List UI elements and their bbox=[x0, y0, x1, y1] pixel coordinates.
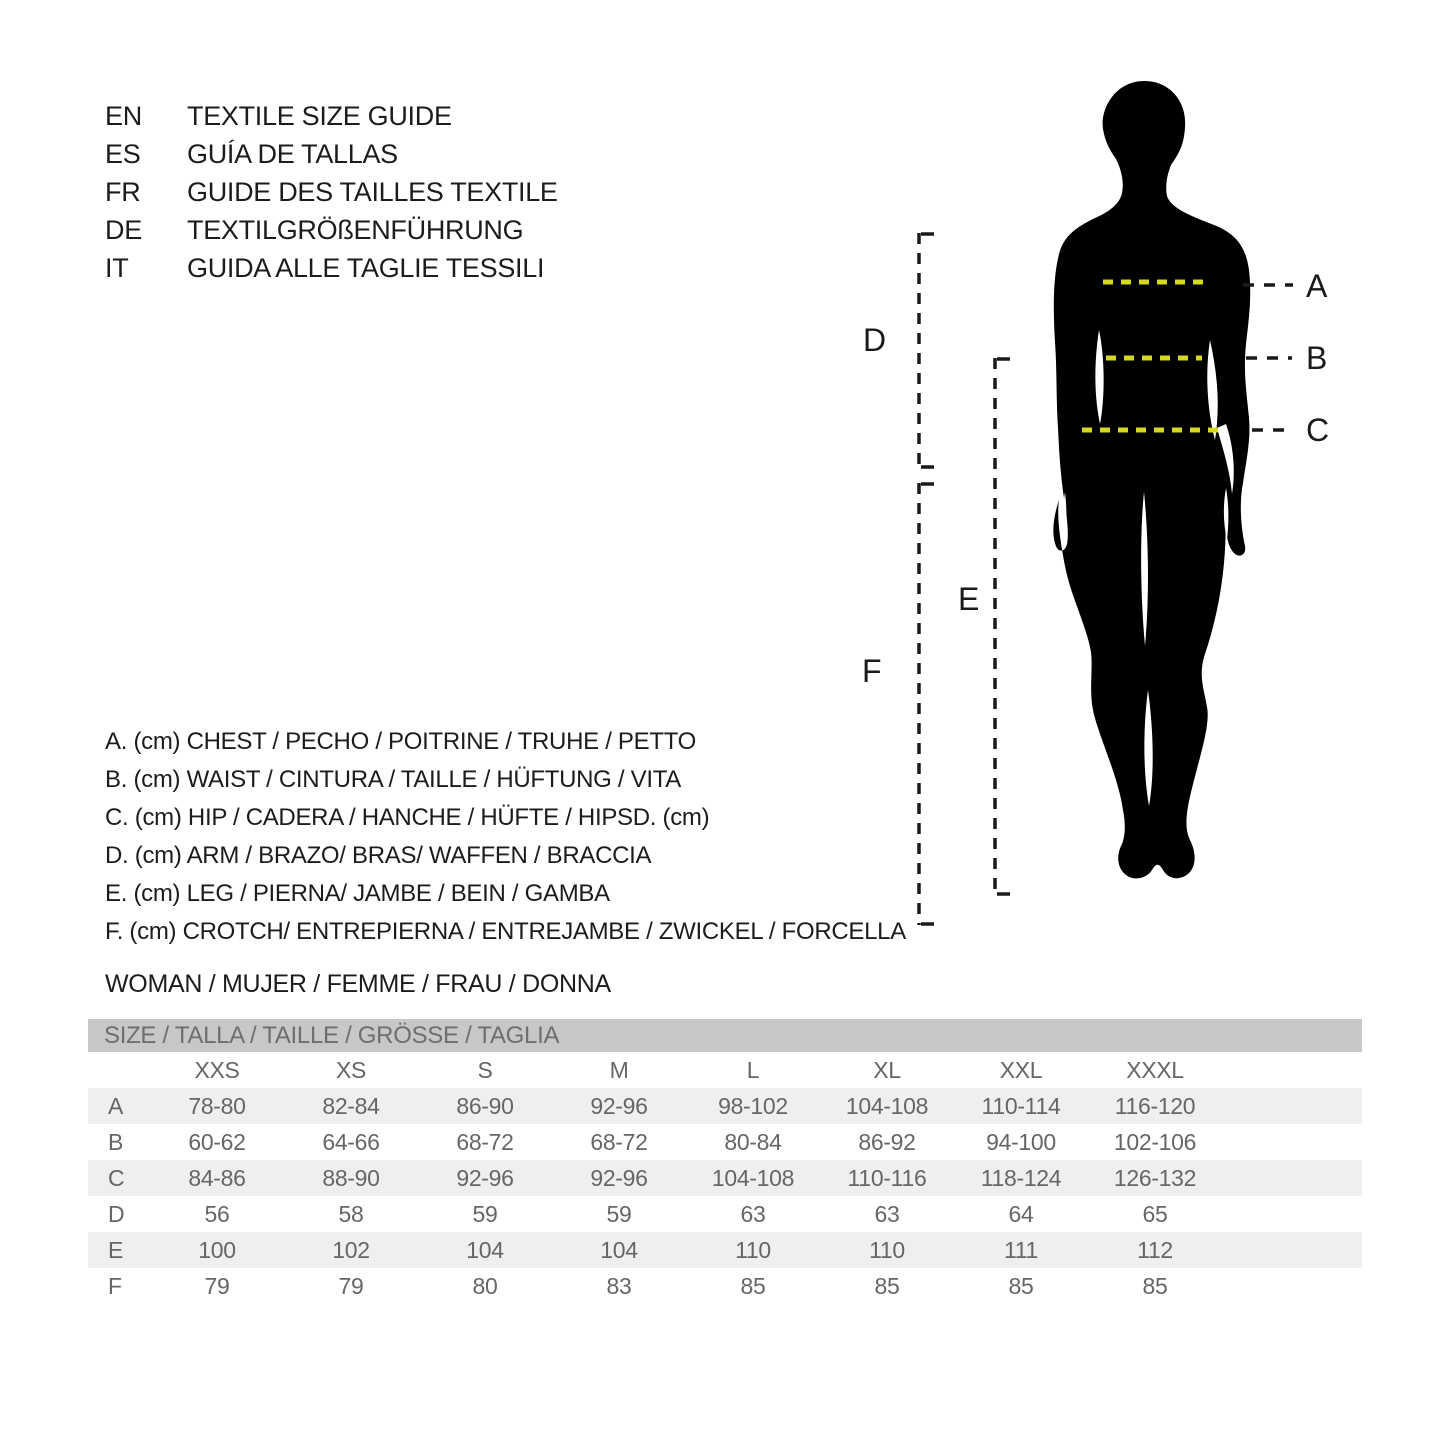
size-value-cell: 80-84 bbox=[724, 1128, 782, 1155]
size-value-cell: 118-124 bbox=[980, 1164, 1062, 1191]
size-value-cell: 59 bbox=[606, 1200, 632, 1227]
size-value-cell: 104-108 bbox=[845, 1092, 929, 1119]
lang-row-it bbox=[105, 249, 558, 287]
size-value-cell: 68-72 bbox=[456, 1128, 514, 1155]
size-value-cell: 82-84 bbox=[322, 1092, 380, 1119]
size-value-cell: 78-80 bbox=[188, 1092, 246, 1119]
size-value-cell: 94-100 bbox=[986, 1128, 1056, 1155]
size-value-cell: 92-96 bbox=[590, 1164, 648, 1191]
label-waist-b: B bbox=[1306, 340, 1328, 376]
row-label: A bbox=[108, 1092, 124, 1119]
size-value-cell: 63 bbox=[740, 1200, 766, 1227]
size-value-cell: 100 bbox=[198, 1236, 236, 1263]
filler-cell bbox=[1222, 1268, 1362, 1304]
row-label: F bbox=[108, 1272, 122, 1299]
size-col-header: XXL bbox=[999, 1056, 1043, 1083]
lang-code: ES bbox=[105, 139, 141, 169]
size-value-cell: 110-114 bbox=[981, 1092, 1061, 1119]
filler-cell bbox=[1222, 1088, 1362, 1124]
size-value-cell: 64-66 bbox=[322, 1128, 380, 1155]
size-col-header: L bbox=[746, 1056, 760, 1083]
size-value-cell: 102-106 bbox=[1113, 1128, 1197, 1155]
size-value-cell: 116-120 bbox=[1114, 1092, 1196, 1119]
guide-title: TEXTILE SIZE GUIDE bbox=[187, 101, 452, 131]
size-value-cell: 59 bbox=[472, 1200, 498, 1227]
measurement-hip: C. (cm) HIP / CADERA / HANCHE / HÜFTE / HIPSD. (cm) bbox=[105, 804, 710, 831]
size-value-cell: 85 bbox=[1008, 1272, 1034, 1299]
size-value-cell: 110-116 bbox=[847, 1164, 927, 1191]
size-grid bbox=[88, 1052, 1362, 1304]
size-value-cell: 104-108 bbox=[711, 1164, 795, 1191]
size-value-cell: 68-72 bbox=[590, 1128, 648, 1155]
size-value-cell: 110 bbox=[735, 1236, 771, 1263]
lang-row-en bbox=[105, 97, 558, 135]
guide-title: GUIDE DES TAILLES TEXTILE bbox=[187, 177, 558, 207]
filler-cell bbox=[1222, 1196, 1362, 1232]
measurement-description-list bbox=[105, 723, 906, 951]
size-value-cell: 84-86 bbox=[188, 1164, 246, 1191]
row-label: D bbox=[108, 1200, 125, 1227]
label-chest-a: A bbox=[1306, 268, 1328, 304]
size-table-row-C bbox=[88, 1160, 1362, 1196]
filler-cell bbox=[1222, 1052, 1362, 1088]
size-value-cell: 104 bbox=[466, 1236, 504, 1263]
label-hip-c: C bbox=[1306, 412, 1329, 448]
lang-row-fr bbox=[105, 173, 558, 211]
label-crotch-f: F bbox=[862, 653, 882, 689]
size-col-header: XS bbox=[335, 1056, 367, 1083]
lang-code: IT bbox=[105, 253, 129, 283]
label-arm-d: D bbox=[863, 322, 886, 358]
size-header-row bbox=[88, 1052, 1362, 1088]
size-col-header: M bbox=[609, 1056, 629, 1083]
filler-cell bbox=[1222, 1124, 1362, 1160]
size-value-cell: 79 bbox=[204, 1272, 230, 1299]
size-table-header-bar bbox=[88, 1019, 1362, 1052]
size-value-cell: 126-132 bbox=[1113, 1164, 1197, 1191]
size-table-row-E bbox=[88, 1232, 1362, 1268]
lang-code: DE bbox=[105, 215, 142, 245]
measurement-leg: E. (cm) LEG / PIERNA/ JAMBE / BEIN / GAMBA bbox=[105, 880, 610, 907]
guide-title: GUÍA DE TALLAS bbox=[187, 139, 398, 169]
size-table bbox=[88, 1019, 1362, 1304]
size-value-cell: 104 bbox=[600, 1236, 638, 1263]
size-value-cell: 80 bbox=[472, 1272, 498, 1299]
size-col-header: S bbox=[477, 1056, 493, 1083]
size-value-cell: 64 bbox=[1008, 1200, 1034, 1227]
size-col-header: XXS bbox=[194, 1056, 240, 1083]
measurement-chest: A. (cm) CHEST / PECHO / POITRINE / TRUHE / PETTO bbox=[105, 728, 697, 755]
size-table-row-B bbox=[88, 1124, 1362, 1160]
size-value-cell: 102 bbox=[332, 1236, 370, 1263]
size-value-cell: 63 bbox=[874, 1200, 900, 1227]
row-label: B bbox=[108, 1128, 124, 1155]
size-value-cell: 110 bbox=[869, 1236, 905, 1263]
size-value-cell: 111 bbox=[1003, 1236, 1039, 1263]
size-value-cell: 83 bbox=[606, 1272, 632, 1299]
size-value-cell: 98-102 bbox=[718, 1092, 788, 1119]
body-measurement-diagram bbox=[860, 75, 1340, 935]
label-leg-e: E bbox=[958, 581, 980, 617]
size-value-cell: 86-90 bbox=[456, 1092, 514, 1119]
empty-corner-cell bbox=[88, 1052, 150, 1088]
guide-title: GUIDA ALLE TAGLIE TESSILI bbox=[187, 253, 545, 283]
lang-row-es bbox=[105, 135, 558, 173]
size-value-cell: 60-62 bbox=[188, 1128, 246, 1155]
lang-code: FR bbox=[105, 177, 141, 207]
size-value-cell: 56 bbox=[204, 1200, 230, 1227]
row-label: C bbox=[108, 1164, 125, 1191]
size-value-cell: 65 bbox=[1142, 1200, 1168, 1227]
size-value-cell: 92-96 bbox=[590, 1092, 648, 1119]
measurement-arm: D. (cm) ARM / BRAZO/ BRAS/ WAFFEN / BRACCIA bbox=[105, 842, 652, 869]
measurement-crotch: F. (cm) CROTCH/ ENTREPIERNA / ENTREJAMBE / ZWICKEL / FORCELLA bbox=[105, 918, 906, 945]
lang-row-de bbox=[105, 211, 558, 249]
size-table-row-A bbox=[88, 1088, 1362, 1124]
size-value-cell: 92-96 bbox=[456, 1164, 514, 1191]
language-title-block bbox=[105, 97, 558, 287]
filler-cell bbox=[1222, 1160, 1362, 1196]
size-table-header-label: SIZE / TALLA / TAILLE / GRÖSSE / TAGLIA bbox=[104, 1022, 560, 1049]
size-value-cell: 86-92 bbox=[858, 1128, 916, 1155]
size-value-cell: 79 bbox=[338, 1272, 364, 1299]
filler-cell bbox=[1222, 1232, 1362, 1268]
size-table-row-D bbox=[88, 1196, 1362, 1232]
row-label: E bbox=[108, 1236, 124, 1263]
size-value-cell: 58 bbox=[338, 1200, 364, 1227]
size-value-cell: 85 bbox=[874, 1272, 900, 1299]
size-col-header: XL bbox=[873, 1056, 901, 1083]
size-value-cell: 112 bbox=[1137, 1236, 1173, 1263]
size-value-cell: 88-90 bbox=[322, 1164, 380, 1191]
size-value-cell: 85 bbox=[740, 1272, 766, 1299]
size-col-header: XXXL bbox=[1126, 1056, 1184, 1083]
measurement-waist: B. (cm) WAIST / CINTURA / TAILLE / HÜFTUNG / VITA bbox=[105, 766, 682, 793]
size-value-cell: 85 bbox=[1142, 1272, 1168, 1299]
gender-title: WOMAN / MUJER / FEMME / FRAU / DONNA bbox=[105, 970, 611, 998]
lang-code: EN bbox=[105, 101, 142, 131]
guide-title: TEXTILGRÖßENFÜHRUNG bbox=[187, 215, 524, 245]
size-table-row-F bbox=[88, 1268, 1362, 1304]
